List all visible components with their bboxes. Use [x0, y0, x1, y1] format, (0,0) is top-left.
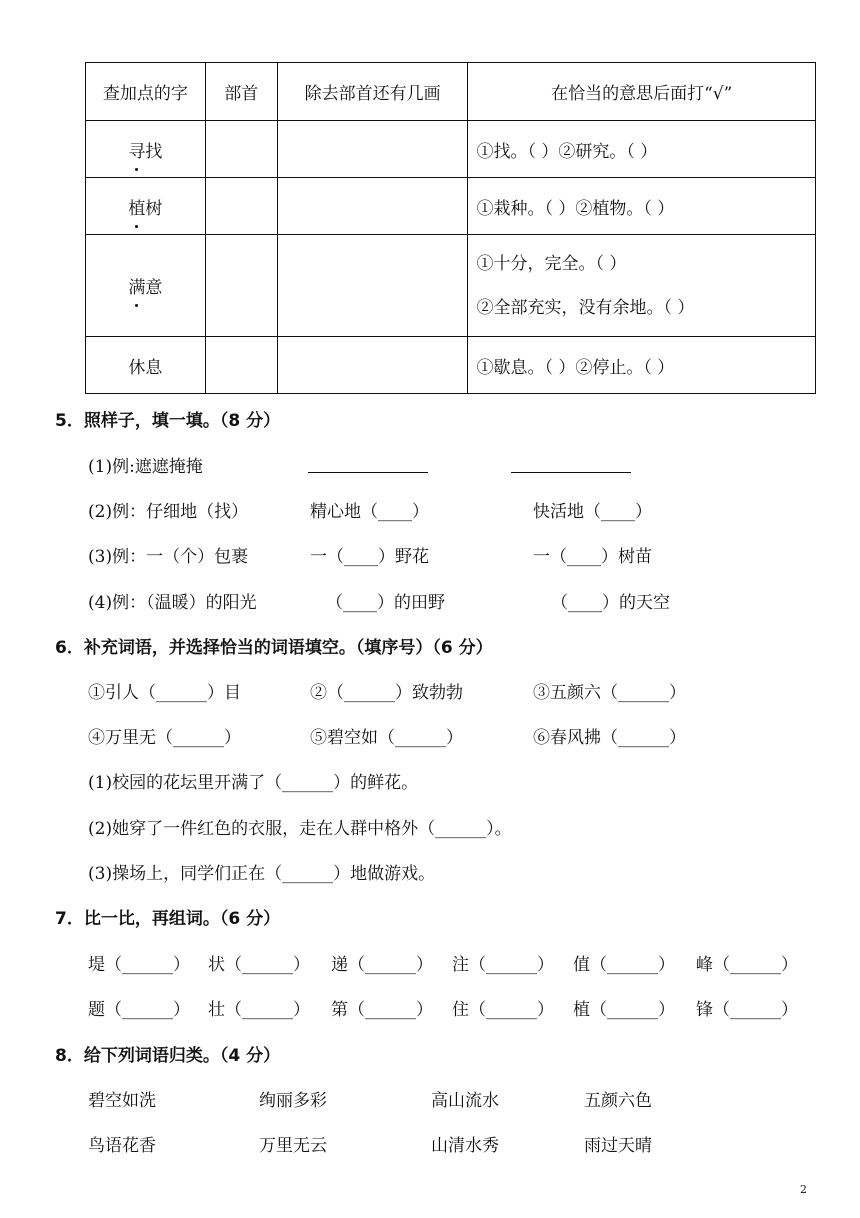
table-row — [86, 178, 816, 235]
q6-idiom[interactable]: ④万里无（______） — [88, 728, 241, 748]
q7-item[interactable]: 峰（______） — [696, 955, 798, 975]
strokes-cell[interactable] — [277, 235, 468, 337]
q7-item[interactable]: 堤（______） — [88, 955, 190, 975]
word-cell: 满意 — [86, 235, 206, 337]
strokes-cell[interactable] — [277, 178, 468, 235]
q6-title: 6．补充词语，并选择恰当的词语填空。（填序号）（6 分） — [55, 638, 493, 658]
q7-item[interactable]: 值（______） — [573, 955, 675, 975]
q6-idiom[interactable]: ⑤碧空如（______） — [310, 728, 463, 748]
q5-item[interactable]: 快活地（____） — [533, 502, 652, 522]
word-cell: 休息 — [86, 337, 206, 394]
header-char: 查加点的字 — [86, 63, 206, 121]
q5-blank-2[interactable] — [511, 471, 631, 473]
q5-item[interactable]: 一（____）树苗 — [533, 547, 652, 567]
q8-word: 高山流水 — [431, 1091, 499, 1111]
q5-example-2: (2)例：仔细地（找） — [88, 502, 249, 522]
q8-title: 8．给下列词语归类。（4 分） — [55, 1046, 281, 1066]
q5-example-1: (1)例:遮遮掩掩 — [88, 457, 203, 477]
q8-word: 五颜六色 — [584, 1091, 652, 1111]
q7-item[interactable]: 第（______） — [331, 1000, 433, 1020]
q5-example-4: (4)例：（温暖）的阳光 — [88, 593, 257, 613]
q8-word: 山清水秀 — [431, 1136, 499, 1156]
table-row — [86, 121, 816, 178]
strokes-cell[interactable] — [277, 121, 468, 178]
q5-title: 5．照样子，填一填。（8 分） — [55, 411, 281, 431]
meaning-cell[interactable]: ①十分，完全。（ ） ②全部充实，没有余地。（ ） — [468, 235, 816, 337]
q7-item[interactable]: 状（______） — [208, 955, 310, 975]
q6-idiom[interactable]: ①引人（______）目 — [88, 683, 241, 703]
q7-item[interactable]: 题（______） — [88, 1000, 190, 1020]
table-row — [86, 337, 816, 394]
q6-idiom[interactable]: ⑥春风拂（______） — [533, 728, 686, 748]
q5-example-3: (3)例：一（个）包裹 — [88, 547, 249, 567]
q7-item[interactable]: 递（______） — [331, 955, 433, 975]
q7-item[interactable]: 壮（______） — [208, 1000, 310, 1020]
q8-word: 绚丽多彩 — [259, 1091, 327, 1111]
header-meaning: 在恰当的意思后面打“√” — [468, 63, 816, 121]
q7-title: 7．比一比，再组词。（6 分） — [55, 909, 281, 929]
q8-word: 雨过天晴 — [584, 1136, 652, 1156]
meaning-cell[interactable]: ①栽种。（ ）②植物。（ ） — [468, 178, 816, 235]
table-header-row — [86, 63, 816, 121]
q7-item[interactable]: 注（______） — [452, 955, 554, 975]
radical-cell[interactable] — [205, 121, 277, 178]
q6-sentence[interactable]: (2)她穿了一件红色的衣服，走在人群中格外（______）。 — [88, 819, 512, 839]
q5-item[interactable]: 精心地（____） — [310, 502, 429, 522]
radical-cell[interactable] — [205, 235, 277, 337]
radical-cell[interactable] — [205, 178, 277, 235]
meaning-cell[interactable]: ①歇息。（ ）②停止。（ ） — [468, 337, 816, 394]
word-cell: 寻找 — [86, 121, 206, 178]
header-strokes: 除去部首还有几画 — [277, 63, 468, 121]
q6-sentence[interactable]: (1)校园的花坛里开满了（______）的鲜花。 — [88, 773, 419, 793]
q6-sentence[interactable]: (3)操场上，同学们正在（______）地做游戏。 — [88, 864, 436, 884]
q8-word: 鸟语花香 — [88, 1136, 156, 1156]
word-cell: 植树 — [86, 178, 206, 235]
q6-idiom[interactable]: ②（______）致勃勃 — [310, 683, 463, 703]
q6-idiom[interactable]: ③五颜六（______） — [533, 683, 686, 703]
q5-item[interactable]: 一（____）野花 — [310, 547, 429, 567]
character-table — [85, 62, 816, 394]
q5-item[interactable]: （____）的田野 — [326, 593, 445, 613]
q8-word: 碧空如洗 — [88, 1091, 156, 1111]
q5-blank-1[interactable] — [308, 471, 428, 473]
strokes-cell[interactable] — [277, 337, 468, 394]
radical-cell[interactable] — [205, 337, 277, 394]
header-radical: 部首 — [205, 63, 277, 121]
q7-item[interactable]: 植（______） — [573, 1000, 675, 1020]
q7-item[interactable]: 锋（______） — [696, 1000, 798, 1020]
q5-item[interactable]: （____）的天空 — [551, 593, 670, 613]
meaning-cell[interactable]: ①找。（ ）②研究。（ ） — [468, 121, 816, 178]
table-row — [86, 235, 816, 337]
page-number: 2 — [800, 1183, 807, 1196]
q8-word: 万里无云 — [259, 1136, 327, 1156]
q7-item[interactable]: 住（______） — [452, 1000, 554, 1020]
